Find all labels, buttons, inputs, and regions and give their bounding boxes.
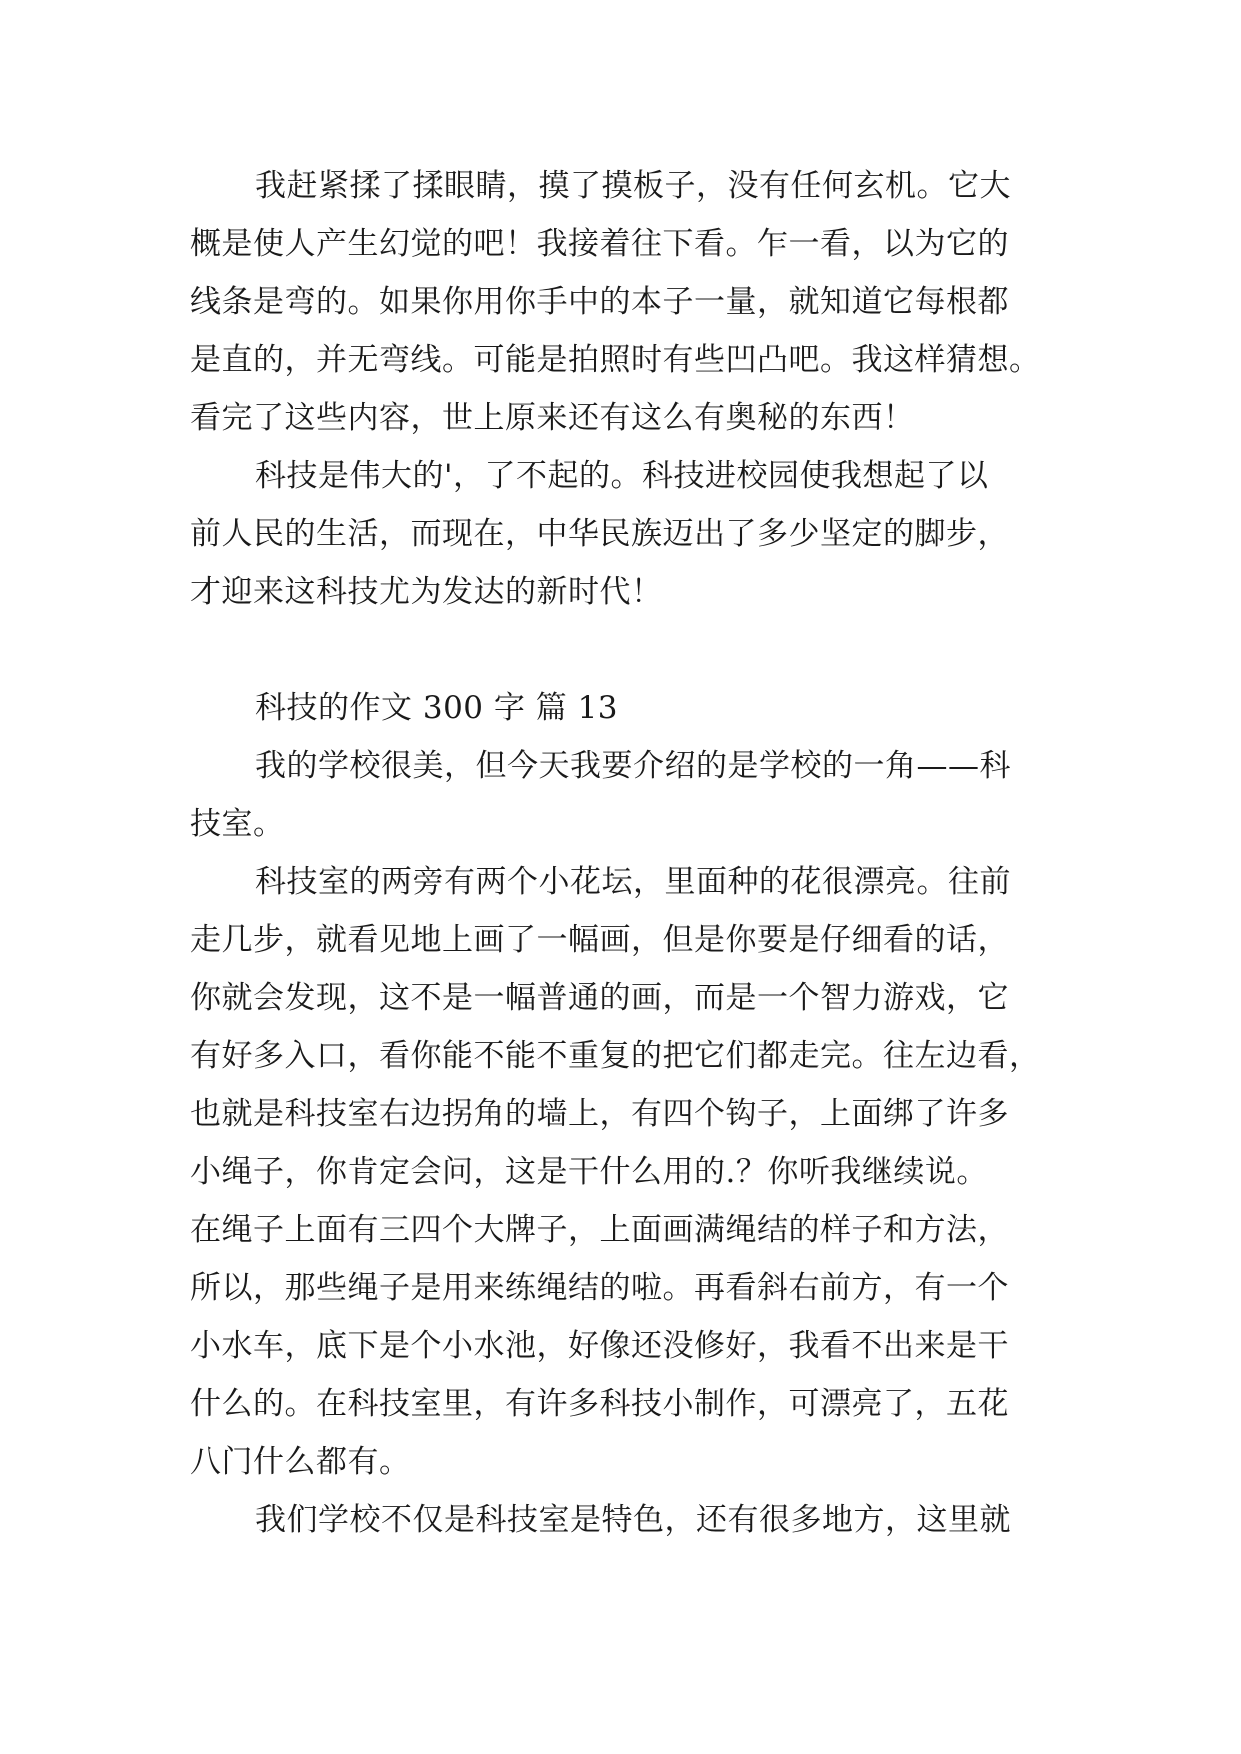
text-line: 我赶紧揉了揉眼睛，摸了摸板子，没有任何玄机。它大 xyxy=(255,168,1011,204)
text-line: 走几步，就看见地上画了一幅画，但是你要是仔细看的话， xyxy=(190,922,1009,958)
text-line: 概是使人产生幻觉的吧！我接着往下看。乍一看，以为它的 xyxy=(190,226,1009,262)
text-line: 什么的。在科技室里，有许多科技小制作，可漂亮了，五花 xyxy=(190,1386,1009,1422)
text-line: 我的学校很美，但今天我要介绍的是学校的一角——科 xyxy=(255,748,1011,784)
text-line: 前人民的生活，而现在，中华民族迈出了多少坚定的脚步， xyxy=(190,516,1009,552)
text-line: 小水车，底下是个小水池，好像还没修好，我看不出来是干 xyxy=(190,1328,1009,1364)
text-line: 是直的，并无弯线。可能是拍照时有些凹凸吧。我这样猜想。 xyxy=(190,342,1041,378)
text-line: 我们学校不仅是科技室是特色，还有很多地方，这里就 xyxy=(255,1502,1011,1538)
text-line: 技室。 xyxy=(190,806,285,842)
text-line: 科技是伟大的'，了不起的。科技进校园使我想起了以 xyxy=(255,458,989,494)
text-line: 科技室的两旁有两个小花坛，里面种的花很漂亮。往前 xyxy=(255,864,1011,900)
section-heading: 科技的作文 300 字 篇 13 xyxy=(255,690,619,726)
text-line: 线条是弯的。如果你用你手中的本子一量，就知道它每根都 xyxy=(190,284,1009,320)
text-line: 看完了这些内容，世上原来还有这么有奥秘的东西！ xyxy=(190,400,915,436)
text-line: 小绳子，你肯定会问，这是干什么用的.？你听我继续说。 xyxy=(190,1154,988,1190)
text-line: 所以，那些绳子是用来练绳结的啦。再看斜右前方，有一个 xyxy=(190,1270,1009,1306)
text-line: 有好多入口，看你能不能不重复的把它们都走完。往左边看， xyxy=(190,1038,1041,1074)
text-line: 才迎来这科技尤为发达的新时代！ xyxy=(190,574,663,610)
text-line: 你就会发现，这不是一幅普通的画，而是一个智力游戏，它 xyxy=(190,980,1009,1016)
text-line: 也就是科技室右边拐角的墙上，有四个钩子，上面绑了许多 xyxy=(190,1096,1009,1132)
text-line: 在绳子上面有三四个大牌子，上面画满绳结的样子和方法， xyxy=(190,1212,1009,1248)
text-line: 八门什么都有。 xyxy=(190,1444,411,1480)
